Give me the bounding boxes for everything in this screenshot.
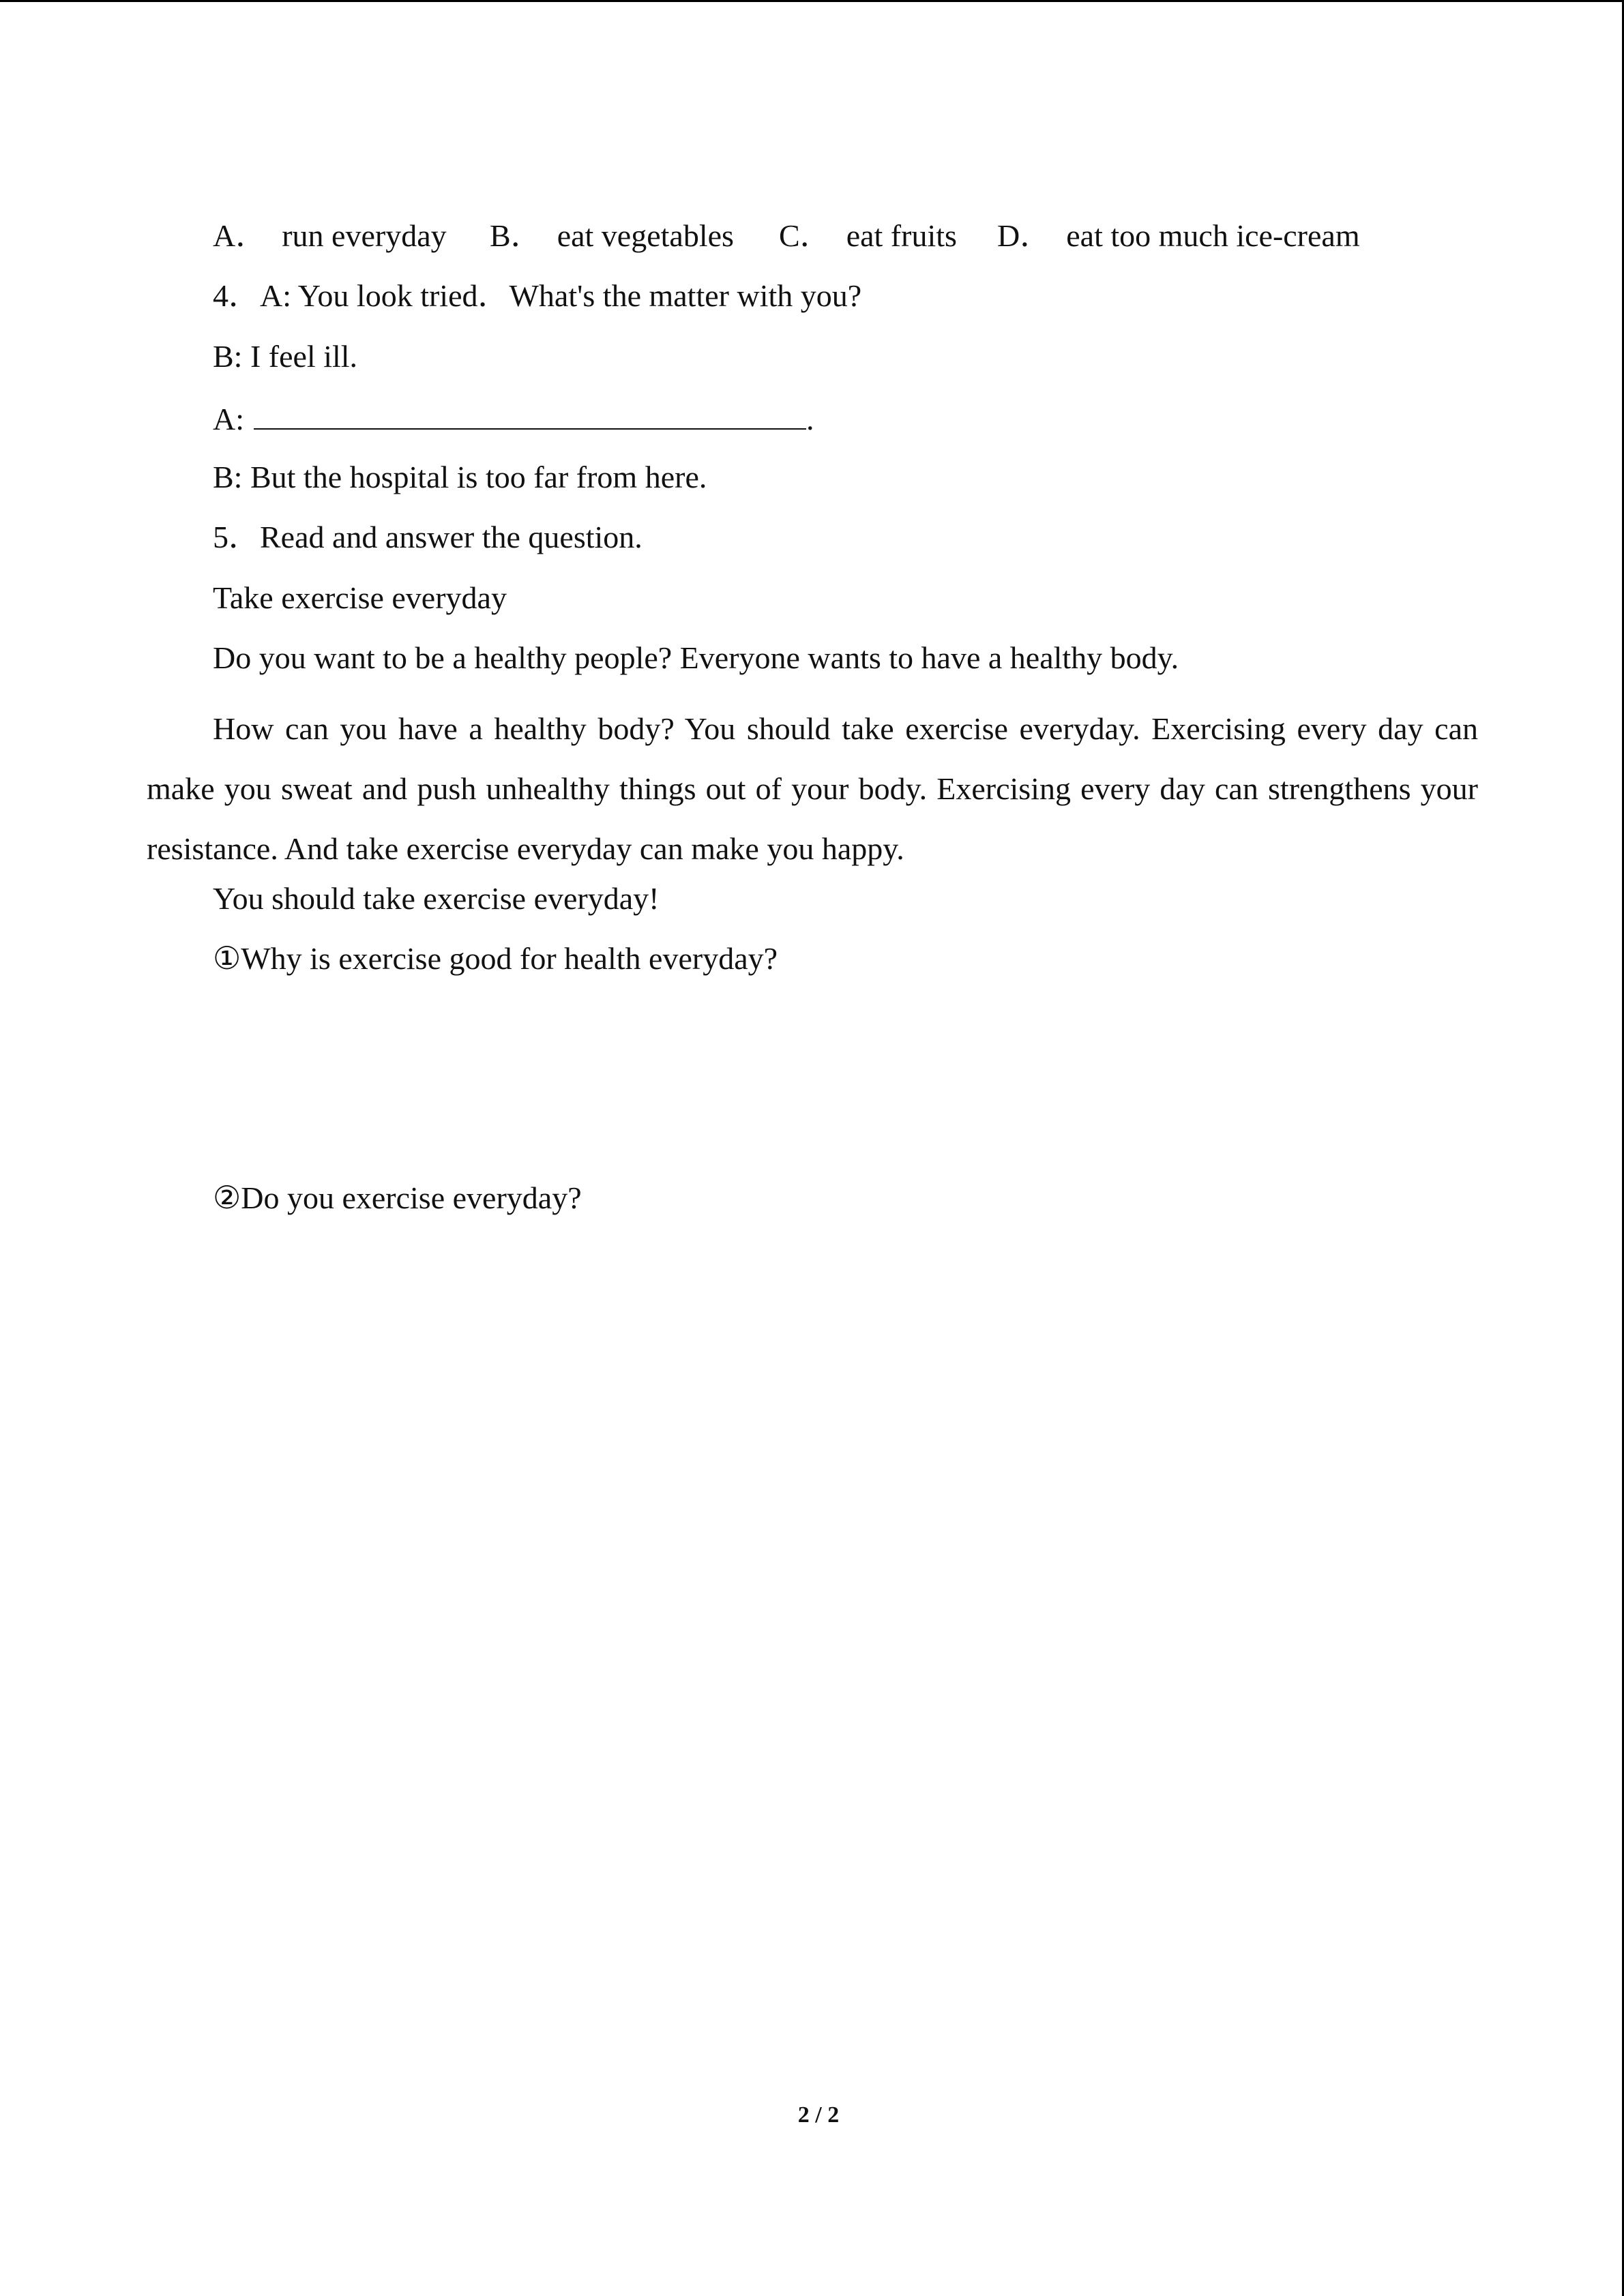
option-d [997,217,1360,255]
sub-question-1: ①Why is exercise good for health everyday? [213,941,778,976]
blank-period: . [806,402,814,436]
dialogue-line-b1: B: I feel ill. [213,339,358,374]
option-text: run everyday [282,218,447,253]
dialogue-line-a2 [213,398,814,438]
option-letter: C． [779,218,831,253]
dialogue-line-b2: B: But the hospital is too far from here. [213,460,707,494]
option-text: eat fruits [846,218,957,253]
option-text: eat too much ice-cream [1066,218,1360,253]
passage-title: Take exercise everyday [213,580,507,615]
option-letter: D． [997,218,1052,253]
question-5-prompt: 5．Read and answer the question. [213,520,643,554]
page-number: 2 / 2 [797,2102,840,2128]
sub-question-2: ②Do you exercise everyday? [213,1180,582,1215]
option-letter: B． [490,218,542,253]
answer-blank[interactable] [254,398,806,430]
option-b [490,217,734,255]
option-letter: A． [213,218,267,253]
dialogue-speaker-a: A: [213,402,244,436]
option-a [213,217,447,255]
passage-paragraph-1: Do you want to be a healthy people? Everyone wants to have a healthy body. [213,640,1179,675]
option-text: eat vegetables [557,218,734,253]
passage-paragraph-3: You should take exercise everyday! [213,881,660,916]
option-c [779,217,957,255]
question-4-prompt: 4．A: You look tried．What's the matter with you? [213,278,862,313]
passage-paragraph-2: How can you have a healthy body? You should take exercise everyday. Exercising every day can make you sweat and push unhealthy things out of your body. Exercising every day can strengthens your resistance. And take exercise everyday can make you happy. [147,711,1478,866]
